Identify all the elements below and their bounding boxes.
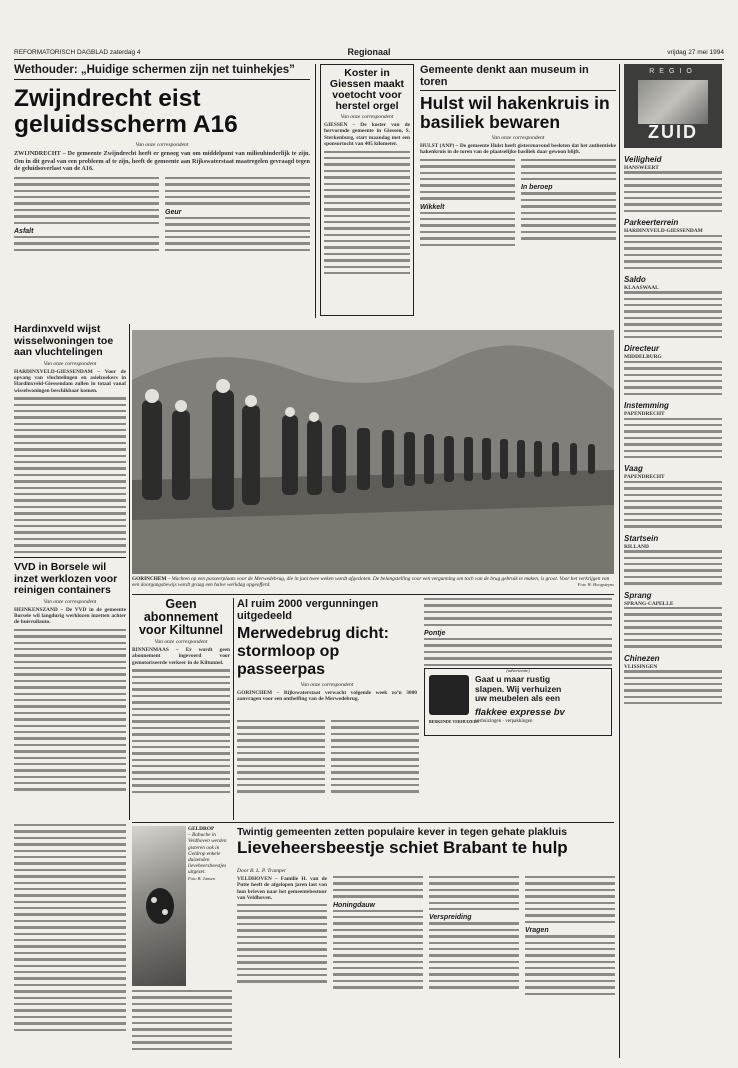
sidebar-section-title: Chinezen: [624, 653, 660, 663]
advertisement-flakkee: [424, 668, 612, 736]
article-kiltunnel: [132, 598, 230, 820]
article-headline: Zwijndrecht eist geluidsscherm A16: [14, 85, 238, 138]
subhead-wikkelt: Wikkelt: [420, 203, 445, 211]
article-byline: Van onze correspondent: [43, 598, 97, 605]
sidebar-section: [624, 534, 722, 585]
article-lead: HULST (ANP) – De gemeente Hulst heeft gisterenavond besloten dat het authentieke hakenkruis in de toren van de plaatselijke basiliek daar gewoon blijft.: [420, 143, 616, 156]
article-lead: HARDINXVELD-GIESSENDAM – Voor de opvang van vluchtelingen en asielzoekers in Hardinxveld-Giessendam zullen in totaal vanaf wisselwoningen beschikbaar komen.: [14, 368, 126, 394]
sidebar-section-place: HARDINXVELD-GIESSENDAM: [624, 228, 703, 235]
article-byline: Van onze correspondent: [340, 114, 394, 120]
article-kicker: Al ruim 2000 vergunningen uitgedeeld: [237, 598, 379, 622]
subhead-pontje: Pontje: [424, 629, 446, 637]
sidebar-section-place: HANSWEERT: [624, 165, 659, 171]
ad-services: verhuizingen · verpakkingen: [475, 719, 533, 724]
caption-location: GELDROP: [188, 826, 215, 832]
ad-brand: flakkee expresse bv: [475, 707, 565, 718]
zuid-label: ZUID: [648, 122, 698, 142]
subhead-honingdauw: Honingdauw: [333, 901, 375, 909]
article-byline: Van onze correspondent: [300, 682, 354, 688]
caption-credit: Foto B. Jansen: [188, 875, 216, 881]
sidebar-section: [624, 591, 722, 648]
article-headline: Koster in Giessen maakt voetocht voor herstel orgel: [329, 67, 405, 112]
sidebar-section: [624, 401, 722, 458]
ad-line-2: slapen. Wij verhuizen: [475, 683, 562, 694]
article-lead: HEINKENSZAND – De VVD in de gemeente Borsele wil langdurig werklozen inzetten achter de huisvuilauto.: [14, 606, 126, 626]
sidebar-section-body: [624, 291, 722, 338]
subhead-asfalt: Asfalt: [14, 227, 34, 235]
article-hulst: [420, 64, 616, 316]
article-headline: Hardinxveld wijst wisselwoningen toe aan vluchtelingen: [14, 324, 114, 358]
sidebar-section: [624, 464, 722, 528]
caption-text: – Wachten op een passeerplaats voor de Merwedebrug, die in juni twee weken wordt afgesloten. De belangstelling voor een vergunning om toch van de brug gebruik te maken, is groot. Voor het verkrijgen van een doorgangsbewijs wordt graag een halve werkdag opgeofferd.: [132, 576, 610, 589]
sidebar-section-place: MIDDELBURG: [624, 354, 662, 361]
sidebar-section-title: Startsein: [624, 533, 659, 543]
geldrop-caption: [188, 826, 232, 986]
article-lead: BINNENMAAS – Er wordt geen abonnement ingevoerd voor gemotoriseerde verkeer in de Kiltunnel.: [132, 647, 230, 666]
subhead-vragen: Vragen: [525, 927, 549, 935]
sidebar-section-place: PAPENDRECHT: [624, 411, 665, 418]
article-twintig-header: [237, 826, 615, 864]
sidebar-section: [624, 654, 722, 705]
article-headline: VVD in Borsele wil inzet werklozen voor reinigen containers: [14, 562, 118, 596]
subhead-in-beroep: In beroep: [521, 184, 553, 192]
article-borsele: [14, 562, 126, 820]
sidebar-section-body: [624, 418, 722, 459]
article-twintig-body: [237, 866, 615, 1060]
regio-label: REGIO: [649, 68, 697, 75]
caption-credit: Foto W. Hoogsteyns: [577, 582, 614, 588]
sidebar-section-body: [624, 481, 722, 528]
sidebar-section-body: [624, 235, 722, 269]
article-byline: Van onze correspondent: [43, 360, 97, 367]
sidebar-section-place: RILLAND: [624, 543, 649, 550]
sidebar-briefs: [624, 152, 722, 1060]
sidebar-section-place: VLISSINGEN: [624, 663, 658, 670]
ad-tag: (advertentie): [506, 668, 530, 673]
ladybird-icon: [132, 826, 186, 986]
subhead-geur: Geur: [165, 208, 182, 216]
borsele-continued: [14, 824, 126, 1060]
sidebar-section-title: Sprang: [624, 590, 652, 600]
ad-line-3: uw meubelen als een: [475, 693, 561, 703]
sidebar-section: [624, 155, 722, 212]
article-kicker: Twintig gemeenten zetten populaire kever in tegen gehate plakluis: [237, 826, 568, 838]
article-byline: Van onze correspondent: [135, 142, 189, 148]
sidebar-section-title: Instemming: [624, 401, 669, 411]
sidebar-section-title: Vaag: [624, 464, 643, 474]
merwede-continued: [424, 598, 612, 668]
sidebar-section-body: [624, 607, 722, 648]
sidebar-section-title: Veiligheid: [624, 155, 662, 164]
masthead-date: vrijdag 27 mei 1994: [667, 49, 724, 56]
article-zwijndrecht: [14, 64, 310, 304]
article-byline: Van onze correspondent: [154, 639, 208, 645]
ad-logo: BERKENDE VERHUIZERS: [429, 719, 479, 724]
article-byline: Door B. L. P. Tramper: [237, 868, 287, 874]
sidebar-section-body: [624, 670, 722, 704]
caption-text: – Babuche in Veldhoven werden gisteren ook in Geldrop enkele duizenden lieveheersbeestjes uitgezet.: [188, 832, 227, 876]
subhead-verspreiding: Verspreiding: [429, 914, 472, 922]
regio-zuid-logo: [624, 64, 722, 148]
sidebar-section-title: Directeur: [624, 344, 660, 354]
merwede-body: [237, 720, 419, 816]
article-headline: Lieveheersbeestje schiet Brabant te hulp: [237, 838, 568, 857]
sidebar-section-place: PAPENDRECHT: [624, 474, 665, 481]
ad-line-1: Gaat u maar rustig: [475, 674, 551, 684]
sidebar-section-body: [624, 550, 722, 584]
sidebar-section-place: SPRANG-CAPELLE: [624, 600, 674, 607]
article-lead: VELDHOVEN – Familie H. van de Putte heeft de afgelopen jaren last van hun brieven naar het gemeentebestuur van Veldhoven.: [237, 876, 327, 902]
photo-merwedebrug-queue: [132, 330, 614, 574]
sidebar-section: [624, 218, 722, 269]
truck-icon: [429, 675, 469, 715]
sidebar-section: [624, 275, 722, 339]
photo-geldrop-ladybird: [132, 826, 186, 986]
masthead: [14, 46, 724, 60]
article-hardinxveld: [14, 324, 126, 554]
photo-caption: [132, 576, 614, 592]
map-silhouette-icon: [638, 80, 708, 124]
article-lead: GIESSEN – De koster van de hervormde gemeente in Giessen, S. Sterkenburg, start maandag met een sponsortocht van 405 kilometer.: [324, 122, 410, 148]
masthead-section: Regionaal: [347, 47, 391, 57]
sidebar-section-title: Parkeerterrein: [624, 218, 679, 228]
sidebar-section-body: [624, 171, 722, 212]
sidebar-section-body: [624, 361, 722, 395]
article-kicker: Wethouder: „Huidige schermen zijn net tuinhekjes”: [14, 64, 310, 80]
sidebar-section-title: Saldo: [624, 274, 646, 284]
article-headline: Hulst wil hakenkruis in basiliek bewaren: [420, 93, 610, 132]
photo-people-queue: [132, 330, 614, 574]
article-kicker: Gemeente denkt aan museum in toren: [420, 64, 616, 91]
article-headline: Merwedebrug dicht: stormloop op passeerpas: [237, 625, 390, 678]
caption-location: GORINCHEM: [132, 576, 167, 582]
article-headline: Geen abonnement voor Kiltunnel: [138, 598, 224, 637]
sidebar-list: [624, 155, 722, 704]
masthead-publication: REFORMATORISCH DAGBLAD zaterdag 4: [14, 49, 141, 56]
sidebar-section-place: KLAASWAAL: [624, 284, 659, 291]
article-koster: [320, 64, 414, 316]
article-byline: Van onze correspondent: [491, 135, 545, 141]
article-lead: ZWIJNDRECHT – De gemeente Zwijndrecht heeft er genoeg van om middelpunt van milieuhinderlijk te zijn. Om in dit geval van een probleem af te zijn, heeft de gemeente aan Rijkswaterstaat maatregelen gevraagd tegen de geluidsoverlast van de A16.: [14, 150, 310, 173]
article-lead: GORINCHEM – Rijkswaterstaat verwacht volgende week zo’n 3000 aanvragen voor een ontheffing van de Merwedebrug.: [237, 690, 417, 703]
sidebar-section: [624, 344, 722, 395]
twintig-first-column: [132, 990, 232, 1060]
